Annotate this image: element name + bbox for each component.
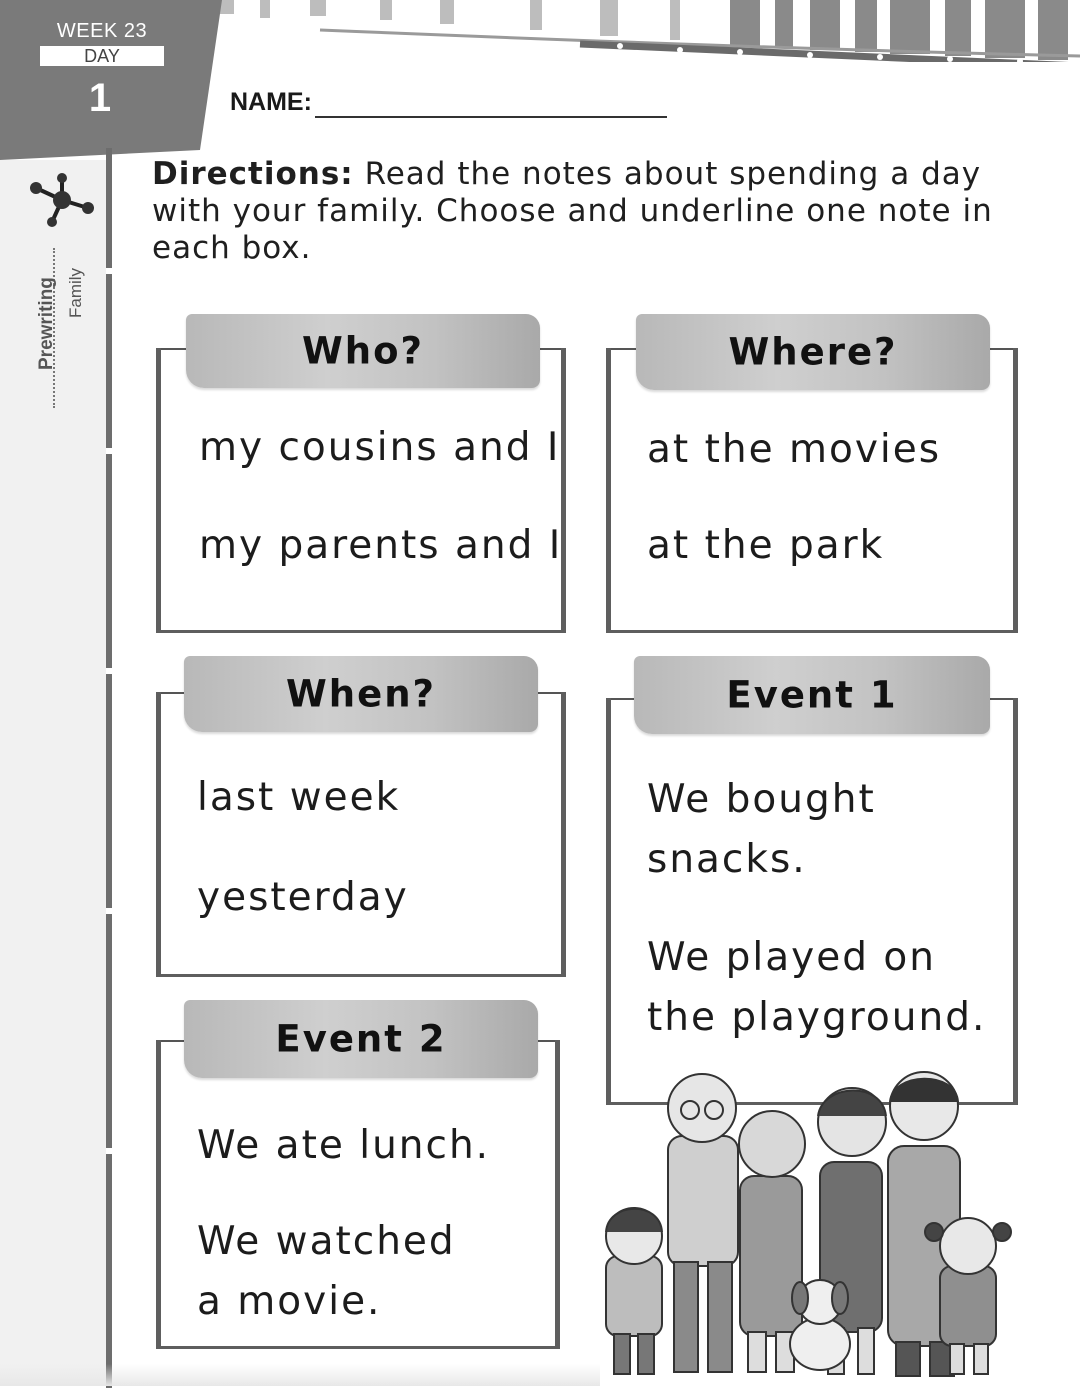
when-note-1[interactable]: last week bbox=[197, 775, 401, 820]
event1-note-1-line-1[interactable]: We bought bbox=[647, 777, 876, 822]
event2-box bbox=[156, 1040, 560, 1349]
category-label: Prewriting bbox=[36, 277, 57, 370]
who-header bbox=[186, 314, 540, 388]
event2-note-2-line-1[interactable]: We watched bbox=[197, 1219, 456, 1264]
sidebar-divider bbox=[106, 148, 112, 1388]
directions-text: Read the notes about spending a day with your family. Choose and underline one note in each box. bbox=[152, 156, 993, 266]
molecule-icon bbox=[22, 168, 102, 228]
event1-header bbox=[634, 656, 990, 734]
event2-header bbox=[184, 1000, 538, 1078]
event1-box bbox=[606, 698, 1018, 1105]
week-label: WEEK 23 bbox=[56, 20, 148, 42]
name-label: NAME: bbox=[230, 88, 312, 116]
who-note-2[interactable]: my parents and I bbox=[199, 523, 563, 568]
when-box bbox=[156, 692, 566, 977]
directions bbox=[152, 156, 1032, 267]
where-note-2[interactable]: at the park bbox=[647, 523, 885, 568]
when-note-2[interactable]: yesterday bbox=[197, 875, 409, 920]
event2-note-2-line-2[interactable]: a movie. bbox=[197, 1279, 382, 1324]
decorative-banner bbox=[200, 0, 1080, 62]
who-note-1[interactable]: my cousins and I bbox=[199, 425, 561, 470]
where-box bbox=[606, 348, 1018, 633]
where-note-1[interactable]: at the movies bbox=[647, 427, 942, 472]
event1-title: Event 1 bbox=[726, 673, 898, 717]
day-number: 1 bbox=[88, 76, 112, 120]
where-header bbox=[636, 314, 990, 390]
event2-title: Event 2 bbox=[275, 1017, 447, 1061]
who-title: Who? bbox=[301, 329, 425, 373]
family-illustration bbox=[590, 1066, 1060, 1386]
directions-label: Directions: bbox=[152, 156, 354, 192]
event1-note-1-line-2[interactable]: snacks. bbox=[647, 837, 807, 882]
where-title: Where? bbox=[728, 330, 898, 374]
event1-note-2-line-2[interactable]: the playground. bbox=[647, 995, 987, 1040]
page-edge-shadow bbox=[0, 1364, 600, 1386]
event1-note-2-line-1[interactable]: We played on bbox=[647, 935, 936, 980]
name-line[interactable] bbox=[315, 116, 667, 118]
topic-label: Family bbox=[66, 267, 85, 318]
when-title: When? bbox=[285, 672, 437, 716]
when-header bbox=[184, 656, 538, 732]
day-label: DAY bbox=[40, 46, 164, 66]
who-box bbox=[156, 348, 566, 633]
event2-note-1[interactable]: We ate lunch. bbox=[197, 1123, 491, 1168]
